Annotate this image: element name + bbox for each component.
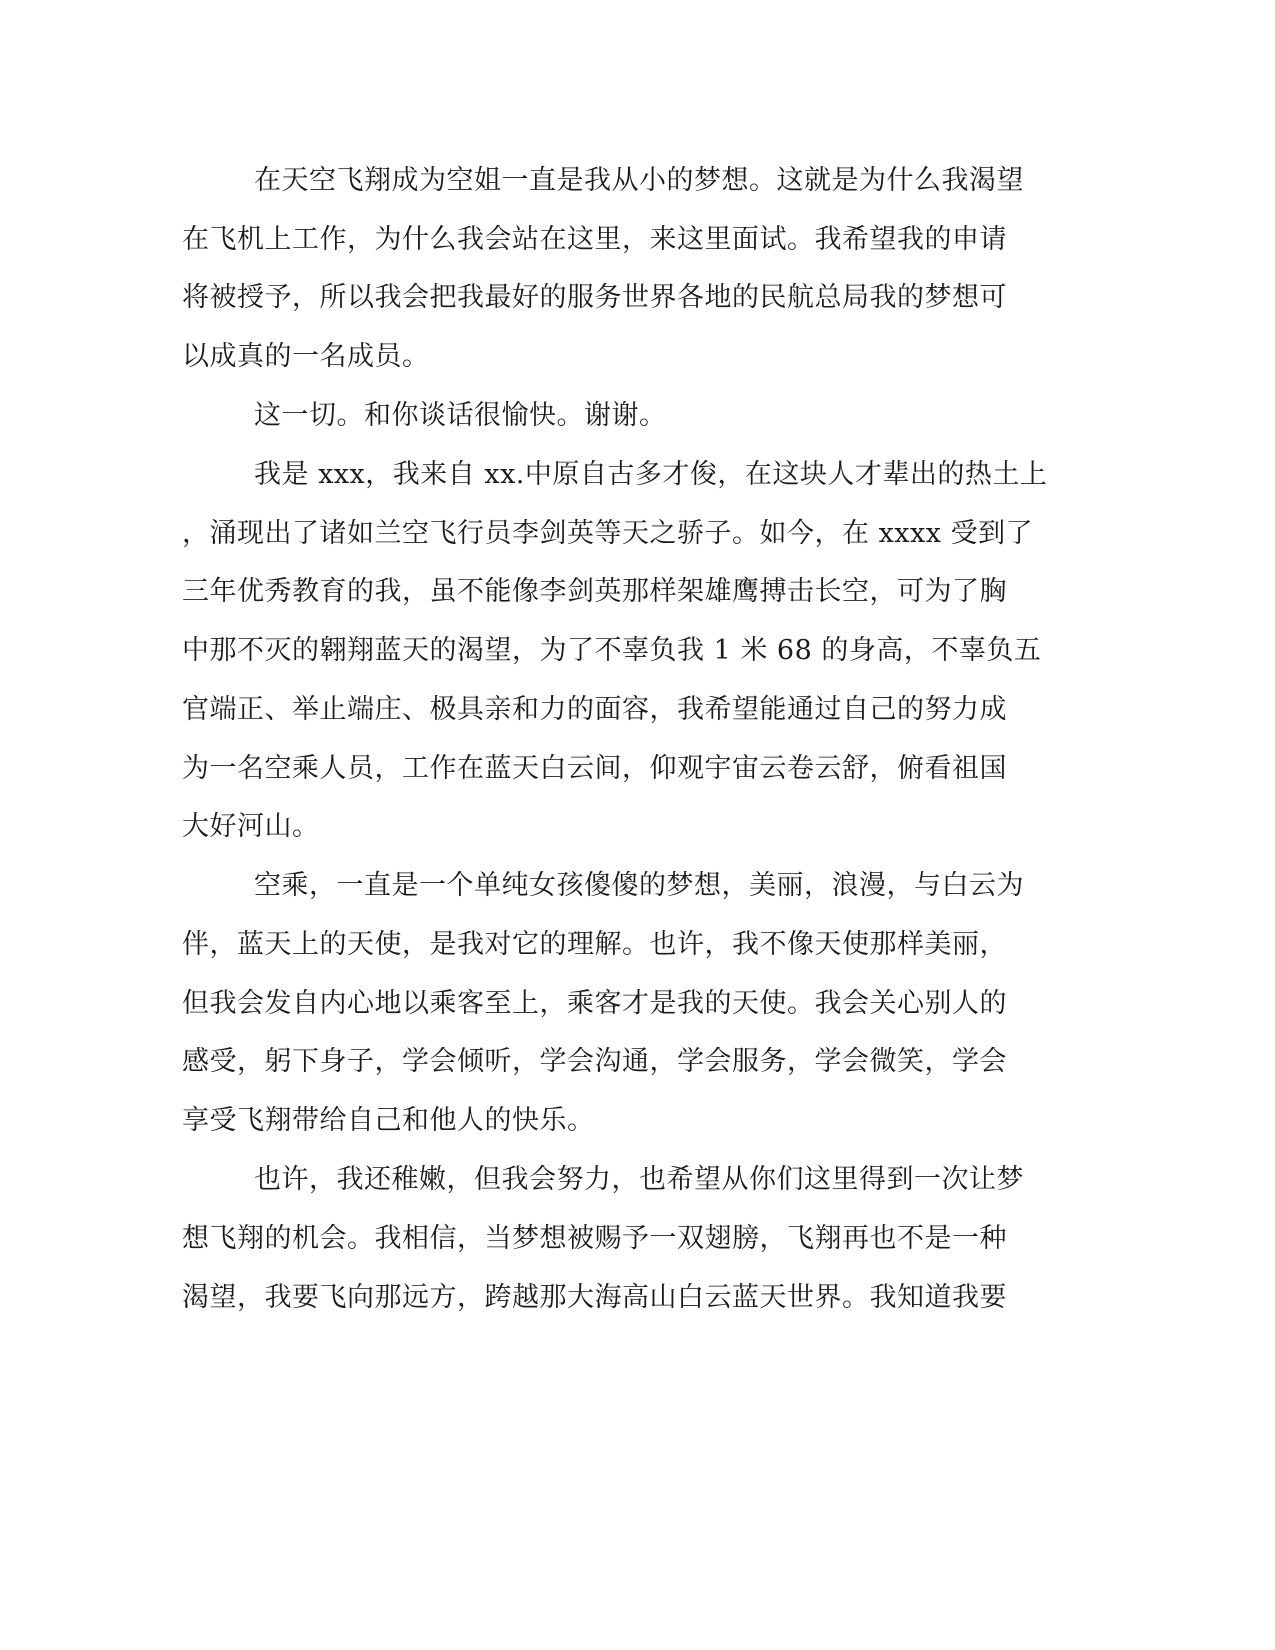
text-line: 中那不灭的翱翔蓝天的渴望，为了不辜负我 1 米 68 的身高，不辜负五: [182, 635, 1042, 666]
text-line: 在飞机上工作，为什么我会站在这里，来这里面试。我希望我的申请: [182, 224, 1007, 255]
text-line: 官端正、举止端庄、极具亲和力的面容，我希望能通过自己的努力成: [182, 694, 1007, 725]
text-line: 空乘，一直是一个单纯女孩傻傻的梦想，美丽，浪漫，与白云为: [254, 870, 1024, 901]
text-line: 我是 xxx，我来自 xx.中原自古多才俊，在这块人才辈出的热土上: [254, 459, 1048, 490]
text-line: 想飞翔的机会。我相信，当梦想被赐予一双翅膀，飞翔再也不是一种: [182, 1223, 1007, 1254]
text-line: 享受飞翔带给自己和他人的快乐。: [182, 1105, 595, 1136]
text-line: 感受，躬下身子，学会倾听，学会沟通，学会服务，学会微笑，学会: [182, 1046, 1007, 1077]
text-line: 三年优秀教育的我，虽不能像李剑英那样架雄鹰搏击长空，可为了胸: [182, 576, 1007, 607]
text-line: 伴，蓝天上的天使，是我对它的理解。也许，我不像天使那样美丽，: [182, 929, 1007, 960]
text-line: 也许，我还稚嫩，但我会努力，也希望从你们这里得到一次让梦: [254, 1164, 1024, 1195]
text-line: 以成真的一名成员。: [182, 341, 430, 372]
text-line: 这一切。和你谈话很愉快。谢谢。: [254, 400, 667, 431]
text-line: ，涌现出了诸如兰空飞行员李剑英等天之骄子。如今，在 xxxx 受到了: [182, 518, 1034, 549]
text-line: 但我会发自内心地以乘客至上，乘客才是我的天使。我会关心别人的: [182, 988, 1007, 1019]
text-line: 大好河山。: [182, 811, 320, 842]
text-line: 为一名空乘人员，工作在蓝天白云间，仰观宇宙云卷云舒，俯看祖国: [182, 753, 1007, 784]
text-line: 渴望，我要飞向那远方，跨越那大海高山白云蓝天世界。我知道我要: [182, 1282, 1007, 1313]
text-line: 在天空飞翔成为空姐一直是我从小的梦想。这就是为什么我渴望: [254, 165, 1024, 196]
text-line: 将被授予，所以我会把我最好的服务世界各地的民航总局我的梦想可: [182, 282, 1007, 313]
